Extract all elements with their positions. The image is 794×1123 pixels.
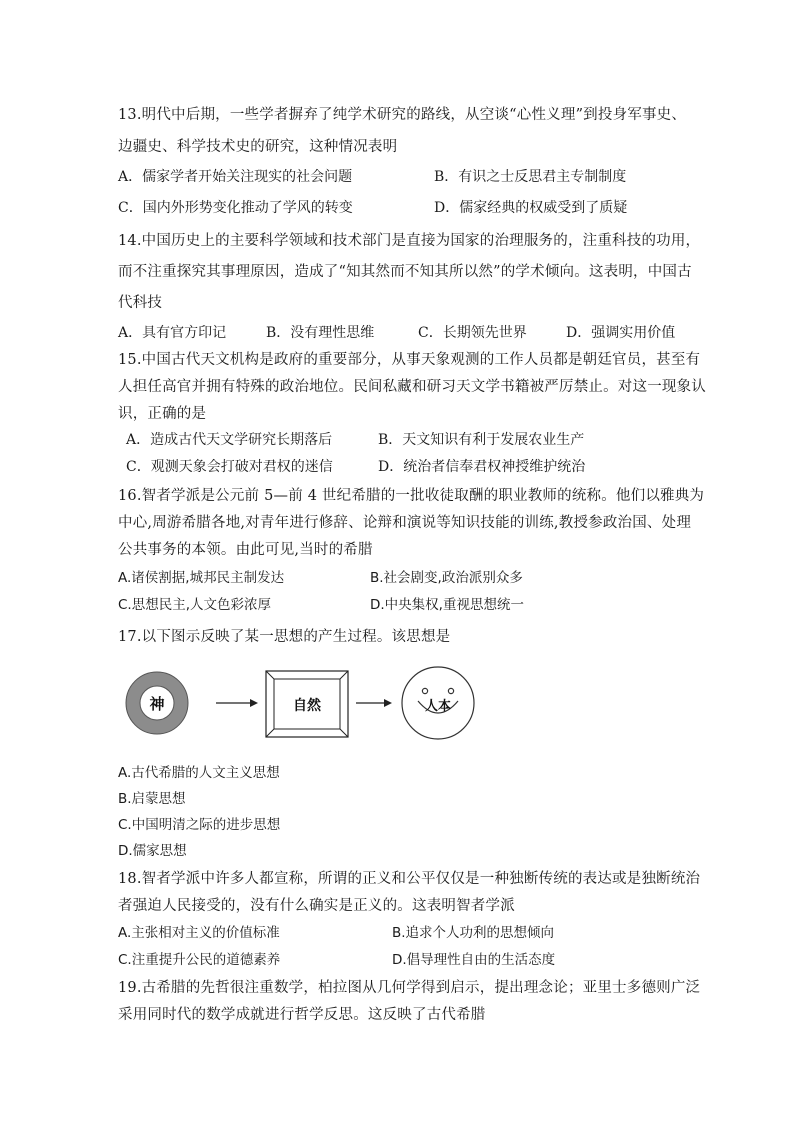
q18-option-a: A.主张相对主义的价值标准 xyxy=(118,925,280,941)
q14-stem-line3: 代科技 xyxy=(118,295,163,311)
q15-option-b: B．天文知识有利于发展农业生产 xyxy=(378,432,585,448)
god-circle xyxy=(126,672,188,734)
q13-option-c: C．国内外形势变化推动了学风的转变 xyxy=(118,200,353,216)
q18-stem-line1: 18.智者学派中许多人都宣称，所谓的正义和公平仅仅是一种独断传统的表达或是独断统治 xyxy=(118,871,701,887)
q17-option-a: A.古代希腊的人文主义思想 xyxy=(118,765,280,781)
humanism-label: 人本 xyxy=(424,699,452,714)
q16-stem-line3: 公共事务的本领。由此可见,当时的希腊 xyxy=(118,542,373,558)
q13-option-a: A．儒家学者开始关注现实的社会问题 xyxy=(118,169,353,185)
q16-option-c: C.思想民主,人文色彩浓厚 xyxy=(118,597,272,613)
q14-option-c: C．长期领先世界 xyxy=(418,325,527,341)
q15-stem-line3: 识，正确的是 xyxy=(118,406,207,422)
q19-stem-line1: 19.古希腊的先哲很注重数学，柏拉图从几何学得到启示，提出理念论；亚里士多德则广泛 xyxy=(118,980,701,996)
q13-option-b: B．有识之士反思君主专制制度 xyxy=(434,169,627,185)
q16-stem-line1: 16.智者学派是公元前 5—前 4 世纪希腊的一批收徒取酬的职业教师的统称。他们以雅典为 xyxy=(118,488,705,504)
nature-frame xyxy=(266,671,348,737)
q15-stem-line2: 人担任高官并拥有特殊的政治地位。民间私藏和研习天文学书籍被严厉禁止。对这一现象认 xyxy=(118,379,706,395)
q18-option-c: C.注重提升公民的道德素养 xyxy=(118,952,281,968)
q15-option-d: D．统治者信奉君权神授维护统治 xyxy=(378,459,586,475)
q14-option-b: B．没有理性思维 xyxy=(266,325,375,341)
q14-option-a: A．具有官方印记 xyxy=(118,325,227,341)
q13-stem-line1: 13.明代中后期，一些学者摒弃了纯学术研究的路线，从空谈“心性义理”到投身军事史、 xyxy=(118,107,687,123)
q17-stem-line1: 17.以下图示反映了某一思想的产生过程。该思想是 xyxy=(118,629,451,645)
q16-option-d: D.中央集权,重视思想统一 xyxy=(370,597,524,613)
q17-option-c: C.中国明清之际的进步思想 xyxy=(118,817,281,833)
q17-option-b: B.启蒙思想 xyxy=(118,791,186,807)
smiley-face-icon xyxy=(402,667,474,739)
q16-stem-line2: 中心,周游希腊各地,对青年进行修辞、论辩和演说等知识技能的训练,教授参政治国、处理 xyxy=(118,515,692,531)
q18-option-d: D.倡导理性自由的生活态度 xyxy=(392,952,556,968)
q16-option-b: B.社会剧变,政治派别众多 xyxy=(370,570,523,586)
q15-stem-line1: 15.中国古代天文机构是政府的重要部分，从事天象观测的工作人员都是朝廷官员，甚至有 xyxy=(118,352,701,368)
q16-option-a: A.诸侯割据,城邦民主制发达 xyxy=(118,570,285,586)
q14-stem-line1: 14.中国历史上的主要科学领域和技术部门是直接为国家的治理服务的，注重科技的功用， xyxy=(118,233,701,249)
arrow-right-icon xyxy=(356,699,392,707)
arrow-right-icon xyxy=(216,699,258,707)
q13-option-d: D．儒家经典的权威受到了质疑 xyxy=(434,200,628,216)
q15-option-c: C．观测天象会打破对君权的迷信 xyxy=(126,459,333,475)
nature-label: 自然 xyxy=(293,698,321,714)
q14-option-d: D．强调实用价值 xyxy=(566,325,676,341)
q18-option-b: B.追求个人功利的思想倾向 xyxy=(392,925,555,941)
q17-diagram xyxy=(118,655,498,755)
q19-stem-line2: 采用同时代的数学成就进行哲学反思。这反映了古代希腊 xyxy=(118,1007,486,1023)
q13-stem-line2: 边疆史、科学技术史的研究，这种情况表明 xyxy=(118,139,398,155)
q17-option-d: D.儒家思想 xyxy=(118,843,187,859)
q14-stem-line2: 而不注重探究其事理原因，造成了“知其然而不知其所以然”的学术倾向。这表明，中国古 xyxy=(118,264,692,280)
q18-stem-line2: 者强迫人民接受的，没有什么确实是正义的。这表明智者学派 xyxy=(118,898,515,914)
q15-option-a: A．造成古代天文学研究长期落后 xyxy=(126,432,333,448)
god-label: 神 xyxy=(149,695,165,713)
